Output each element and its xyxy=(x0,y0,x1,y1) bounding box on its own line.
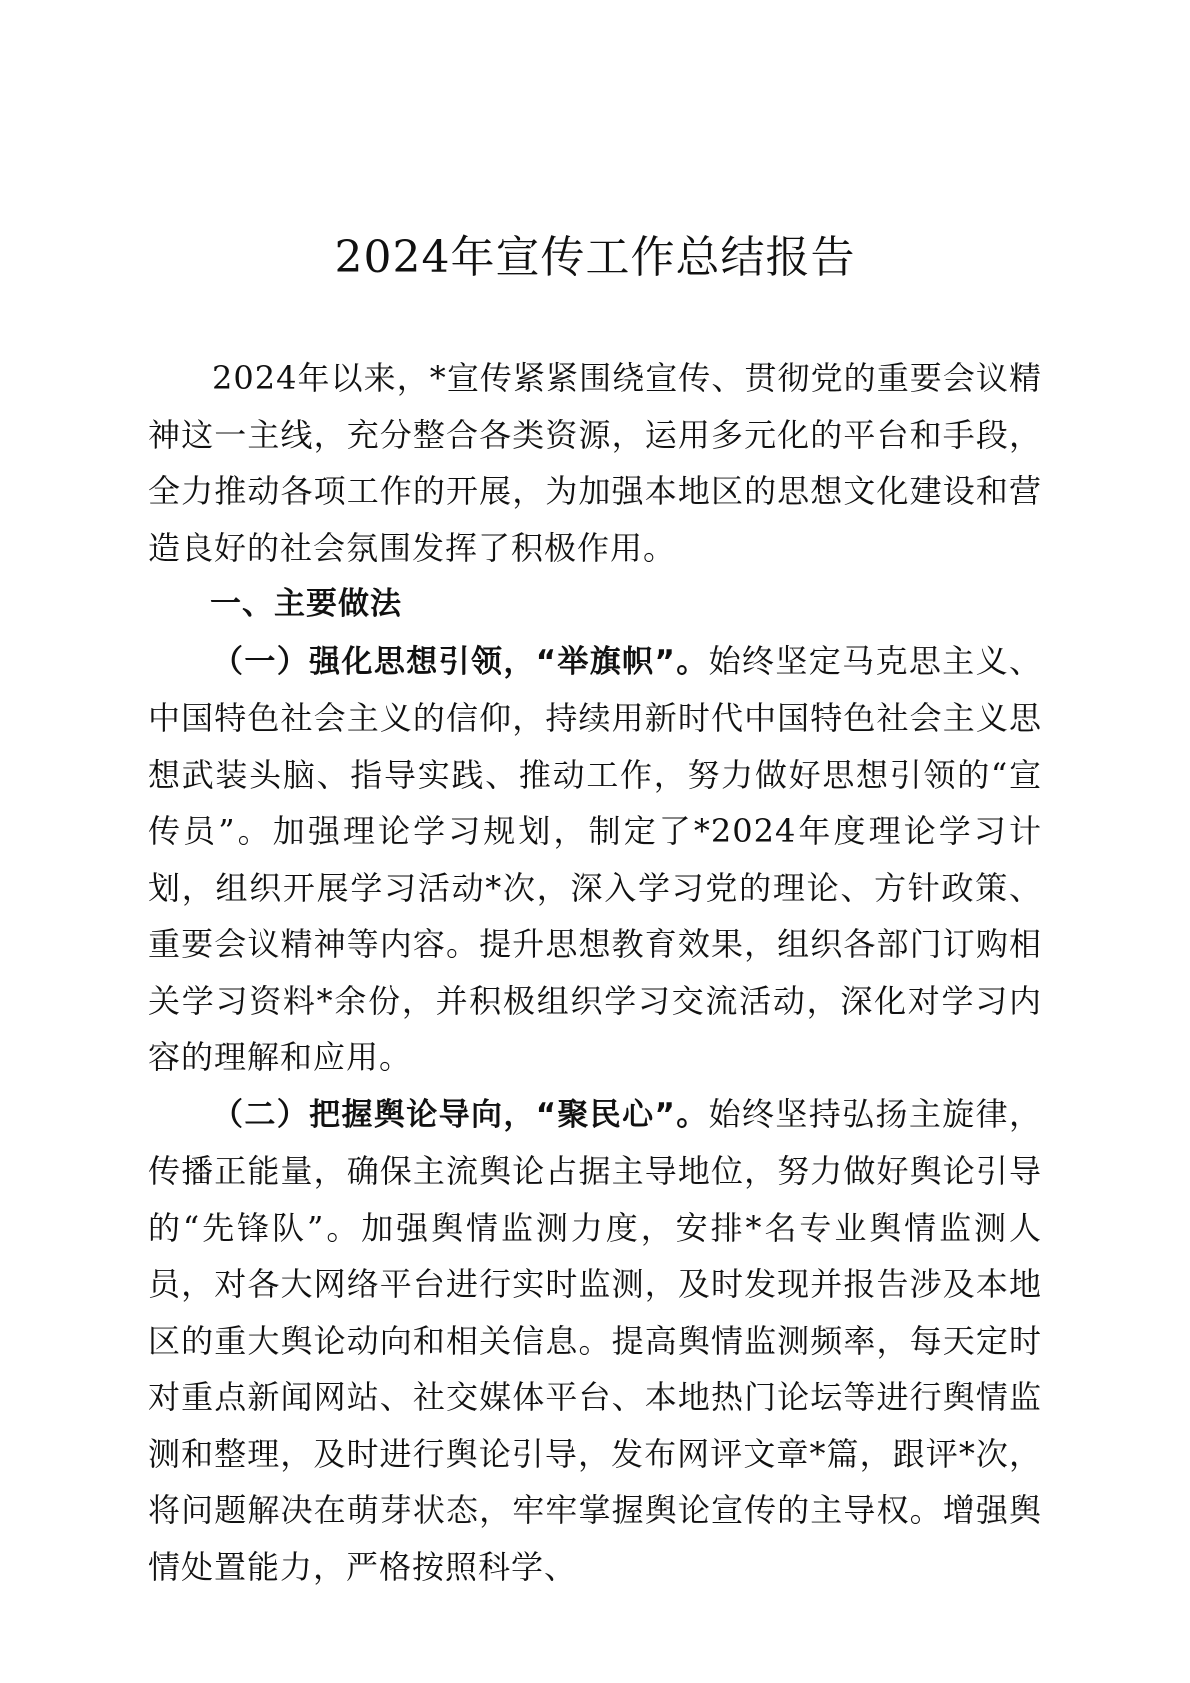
intro-paragraph: 2024年以来，*宣传紧紧围绕宣传、贯彻党的重要会议精神这一主线，充分整合各类资源，运用多元化的平台和手段，全力推动各项工作的开展，为加强本地区的思想文化建设和营造良好的社会氛围发挥了积极作用。 xyxy=(148,359,1042,567)
document-title: 2024年宣传工作总结报告 xyxy=(334,232,856,283)
subsection-text-2: 始终坚持弘扬主旋律，传播正能量，确保主流舆论占据主导地位，努力做好舆论引导的“先锋队”。加强舆情监测力度，安排*名专业舆情监测人员，对各大网络平台进行实时监测，及时发现并报告涉及本地区的重大舆论动向和相关信息。提高舆情监测频率，每天定时对重点新闻网站、社交媒体平台、本地热门论坛等进行舆情监测和整理，及时进行舆论引导，发布网评文章*篇，跟评*次，将问题解决在萌芽状态，牢牢掌握舆论宣传的主导权。增强舆情处置能力，严格按照科学、 xyxy=(148,1094,1042,1586)
subsection-heading-1: （一）强化思想引领，“举旗帜”。 xyxy=(212,643,709,680)
subsection-paragraph-2 xyxy=(148,1086,1042,1596)
subsection-paragraph-1 xyxy=(148,633,1042,1086)
document-body xyxy=(148,350,1042,1595)
subsection-heading-2: （二）把握舆论导向，“聚民心”。 xyxy=(212,1096,709,1133)
section-heading: 一、主要做法 xyxy=(210,586,402,622)
subsection-text-1: 始终坚定马克思主义、中国特色社会主义的信仰，持续用新时代中国特色社会主义思想武装头脑、指导实践、推动工作，努力做好思想引领的“宣传员”。加强理论学习规划，制定了*2024年度理论学习计划，组织开展学习活动*次，深入学习党的理论、方针政策、重要会议精神等内容。提升思想教育效果，组织各部门订购相关学习资料*余份，并积极组织学习交流活动，深化对学习内容的理解和应用。 xyxy=(148,641,1042,1076)
